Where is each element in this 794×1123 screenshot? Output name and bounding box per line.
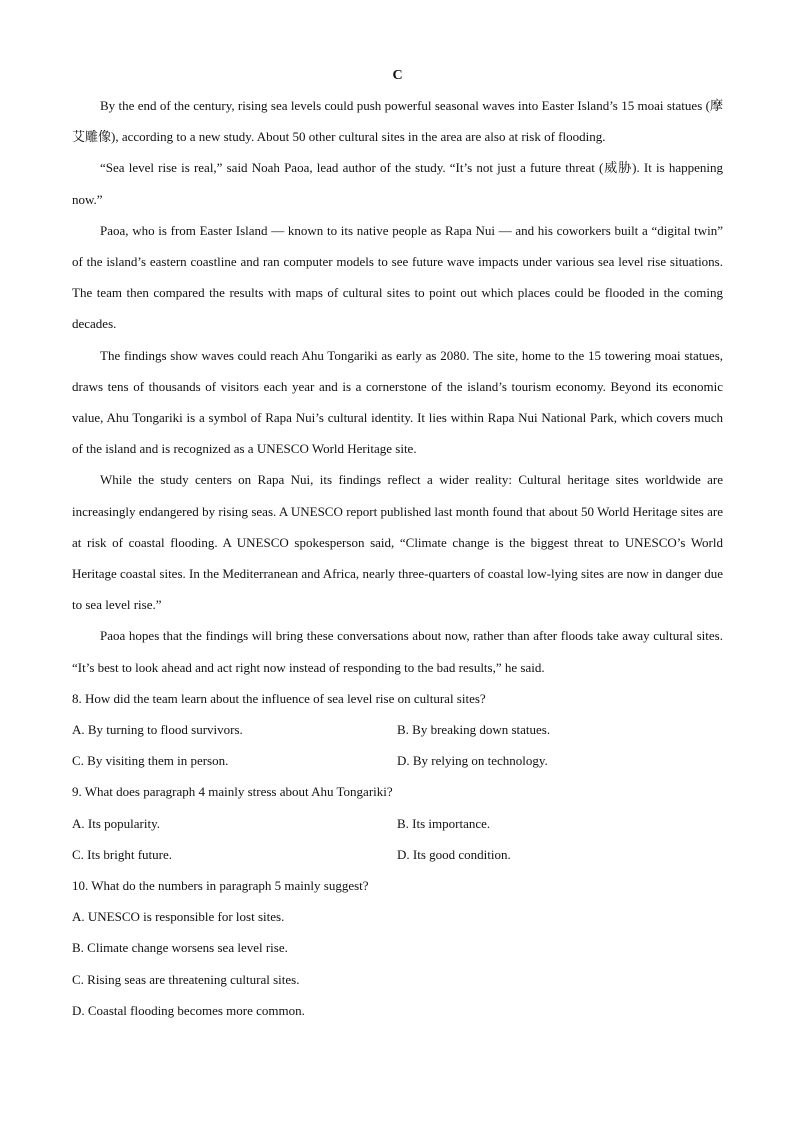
question-stem: 10. What do the numbers in paragraph 5 mainly suggest? xyxy=(72,878,369,894)
passage xyxy=(72,90,723,683)
option-b: B. Climate change worsens sea level rise. xyxy=(72,940,288,956)
answer-options xyxy=(72,714,723,776)
passage-paragraph-1: By the end of the century, rising sea levels could push powerful seasonal waves into Easter Island’s 15 moai statues (摩艾雕像), according to a new study. About 50 other cultural sites in the area are also at risk of flooding. xyxy=(72,98,723,145)
question-8 xyxy=(72,683,723,777)
passage-paragraph-6: Paoa hopes that the findings will bring these conversations about now, rather than after floods take away cultural sites. “It’s best to look ahead and act right now instead of responding to the bad results,” he said. xyxy=(72,628,723,675)
option-b: B. By breaking down statues. xyxy=(397,722,551,738)
passage-paragraph-2: “Sea level rise is real,” said Noah Paoa, lead author of the study. “It’s not just a future threat (威胁). It is happening now.” xyxy=(72,160,723,207)
question-9 xyxy=(72,776,723,870)
option-c: C. By visiting them in person. xyxy=(72,753,229,769)
option-a: A. UNESCO is responsible for lost sites. xyxy=(72,909,285,925)
option-d: D. Coastal flooding becomes more common. xyxy=(72,1002,305,1018)
passage-paragraph-4: The findings show waves could reach Ahu Tongariki as early as 2080. The site, home to the 15 towering moai statues, draws tens of thousands of visitors each year and is a cornerstone of the island’s tourism economy. Beyond its economic value, Ahu Tongariki is a symbol of Rapa Nui’s cultural identity. It lies within Rapa Nui National Park, which covers much of the island and is recognized as a UNESCO World Heritage site. xyxy=(72,347,723,457)
option-d: D. By relying on technology. xyxy=(397,753,548,769)
passage-paragraph-5: While the study centers on Rapa Nui, its findings reflect a wider reality: Cultural heritage sites worldwide are increasingly endangered by rising seas. A UNESCO report published last month found that about 50 World Heritage sites are at risk of coastal flooding. A UNESCO spokesperson said, “Climate change is the biggest threat to UNESCO’s World Heritage coastal sites. In the Mediterranean and Africa, nearly three-quarters of coastal low-lying sites are now in danger due to sea level rise.” xyxy=(72,472,723,613)
option-c: C. Its bright future. xyxy=(72,846,173,862)
passage-paragraph-3: Paoa, who is from Easter Island — known to its native people as Rapa Nui — and his coworkers built a “digital twin” of the island’s eastern coastline and ran computer models to see future wave impacts under various sea level rise situations. The team then compared the results with maps of cultural sites to point out which places could be flooded in the coming decades. xyxy=(72,222,723,332)
option-a: A. Its popularity. xyxy=(72,815,160,831)
question-10 xyxy=(72,870,723,1026)
option-a: A. By turning to flood survivors. xyxy=(72,722,243,738)
section-heading: C xyxy=(392,68,403,83)
question-stem: 9. What does paragraph 4 mainly stress about Ahu Tongariki? xyxy=(72,784,393,800)
option-b: B. Its importance. xyxy=(397,815,491,831)
answer-options xyxy=(72,808,723,870)
document-page xyxy=(72,62,723,1026)
question-stem: 8. How did the team learn about the influence of sea level rise on cultural sites? xyxy=(72,690,486,706)
answer-options xyxy=(72,901,723,1026)
option-c: C. Rising seas are threatening cultural sites. xyxy=(72,971,300,987)
option-d: D. Its good condition. xyxy=(397,846,511,862)
